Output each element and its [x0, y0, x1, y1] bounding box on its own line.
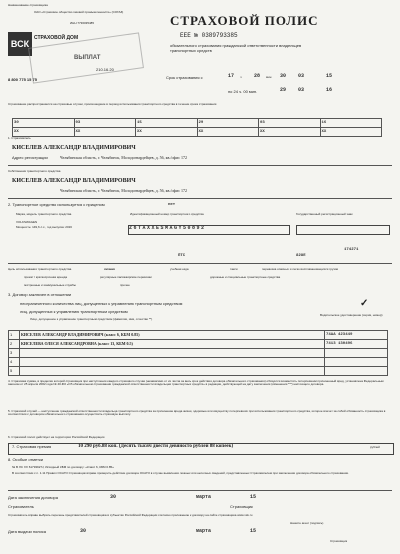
vehicle-vin-label: Идентификационный номер транспортного средства — [130, 212, 204, 216]
insurer-sign-label: Страховщик — [230, 504, 253, 509]
premium-value: 10 290 руб.88 коп. (Десять тысяч двести девяносто рублей 88 копеек) — [78, 444, 234, 449]
company-logo: ВСК — [8, 32, 32, 56]
insured-event-text: 5. Страховой случай — наступление гражданской ответственности владельца транспортного средства за причинение вреда жизни, здоровью или имуществу потерпевших при использовании транспортного средства, которое влечет за собой обязанность страховщика в соответствии с договором обязательного страхования осуществить страховую выплату. — [8, 409, 386, 417]
drivers-table — [8, 330, 388, 376]
drivers-checkmark: ✓ — [360, 298, 369, 309]
proprietor-label: Собственник транспортного средства — [8, 169, 61, 173]
owner-address-label: Адрес регистрации — [12, 155, 48, 160]
brand-name: СТРАХОВОЙ ДОМ — [34, 35, 79, 41]
vehicle-doc-type: ПТС — [178, 254, 186, 258]
issue-date-day: 30 — [80, 528, 87, 534]
table-row: 4 — [9, 358, 388, 367]
term-to-year: 16 — [326, 87, 333, 93]
special-line1: № В ЛС ХХ 61793927J, Исходный КБМ по договору: «Класс 6, КБМ 0.85» — [12, 465, 114, 469]
vehicle-trailer: нет — [168, 203, 176, 207]
drivers-limited: лиц, допущенных к управлению транспортным средством — [20, 309, 128, 314]
contract-date-year: 15 — [250, 494, 257, 500]
owner-label: 1. Страхователь — [8, 136, 31, 140]
table-row: 5 — [9, 367, 388, 376]
policy-series-number: ЕЕЕ № 0389793385 — [180, 32, 238, 39]
footer-label: Страховщик — [330, 539, 348, 543]
issue-date-month: марта — [196, 528, 212, 534]
special-line2: В соответствии с п. 1.11 Правил ОСАГО Страховщик вправе проверить действие договора ОСАГО в случае выявления ложных или неполных сведений, представленных Страхователем при заключении договора обязательного страхования. — [12, 471, 349, 475]
agent-label: Нашите агент (подпись) — [290, 521, 324, 525]
policyholder-sign-label: Страхователь — [8, 504, 34, 509]
stamp-date: 210.16.20 — [96, 67, 114, 72]
insurer-name: ОАО «Страховое общество газовой промышленности» (СОГАЗ) — [34, 10, 124, 14]
insurer-label: Наименование страховщика — [8, 3, 48, 7]
insurance-policy-document: Наименование страховщика ОАО «Страховое общество газовой промышленности» (СОГАЗ) ИНН 7736035485 ВСК СТРАХОВОЙ ДОМ ВЫПЛАТ 210.16.20 8 800 775 15 75 СТРАХОВОЙ ПОЛИС ЕЕЕ № 0389793385 обязательного страхования гражданской ответственности владельцев транспортных средств Срок страхования с 17 ч 28 мин 30 03 15 по 24 ч. 00 мин. 29 03 16 Страхование распространяется на страховые случаи, произошедшие в период использования транспортного средства в течение срока страхования 30 03 15 29 03 16 XX XX XX XX XX XX 1. Страхователь КИСЕЛЕВ АЛЕКСАНДР ВЛАДИМИРОВИЧ Адрес регистрации Челябинская область, г. Челябинск, Молодогвардейцев, д. 56, кв./офис 172 Собственник транспортного средства КИСЕЛЕВ АЛЕКСАНДР ВЛАДИМИРОВИЧ Челябинская область, г. Челябинск, Молодогвардейцев, д. 56, кв./офис 172 2. Транспортное средство используется с прицепом нет Марка, модель транспортного средства Идентификационный номер транспортного средства Государственный регистрационный знак VOLKSWAGEN Мощность: 149,6 л.с., год выпуска: 2016 Z6TAXXESMAGY50892 ПТС 82ОЕ 174271 Цель использования транспортного средства личная учебная езда такси перевозка опасных и легко воспламеняющихся грузов прокат / краткосрочная аренда регулярные пассажирские перевозки дорожные и специальные транспортные средства экстренные и коммунальные службы прочее 3. Договор заключен в отношении неограниченного количества лиц, допущенных к управлению транспортным средством лиц, допущенных к управлению транспортным средством ✓ Лицо, допущенное к управлению транспортным средством (фамилия, имя, отчество **) Водительское удостоверение (серия, номер) 1 КИСЕЛЕВ АЛЕКСАНДР ВЛАДИМИРОВИЧ (класс 6, КБМ 0.85) 74АА 423449 2 КИСЕЛЕВА ОЛЕСЯ АЛЕКСАНДРОВНА (класс 13, КБМ 0.5) 7413 130496 3 4 5 4. Страховая сумма, в пределах которой страховщик при наступлении каждого страхового случая (независимо от их числа за весь срок действия договора обязательного страхования) обязуется возместить потерпевшим причиненный вред, установлена Федеральным законом от 25 апреля 2002 года № 40-ФЗ «Об обязательном страховании гражданской ответственности владельцев транспортных средств» в редакции, действующей на дату заключения (изменения ***) настоящего договора. 5. Страховой случай — наступление гражданской ответственности владельца транспортного средства за причинение вреда жизни, здоровью или имуществу потерпевших при использовании транспортного средства, которое влечет за собой обязанность страховщика в соответствии с договором обязательного страхования осуществить страховую выплату. 6. Страховой полис действует на территории Российской Федерации 7. Страховая премия 10 290 руб.88 коп. (Десять тысяч двести девяносто рублей 88 копеек) рублей 8. Особые отметки № В ЛС ХХ 61793927J, Исходный КБМ по договору: «Класс 6, КБМ 0.85» В соответствии с п. 1.11 Правил ОСАГО Страховщик вправе проверить действие договора ОСАГО в случае выявления ложных или неполных сведений, представленных Страхователем при заключении договора обязательного страхования. Дата заключения договора 30 марта 15 Страхователь Страховщик Страхователь вправе выбрать перечень представителей страховщика в субъектах Российской Федерации согласно приложению к договору на сайте страховщика www.vsk.ru Дата выдачи полиса 30 марта 15 Нашите агент (подпись) Страховщик — [0, 0, 400, 554]
policy-subtitle: обязательного страхования гражданской ответственности владельцев транспортных средств — [170, 43, 302, 53]
premium-label: 7. Страховая премия — [12, 444, 52, 449]
sum-text: 4. Страховая сумма, в пределах которой страховщик при наступлении каждого страхового случая (независимо от их числа за весь срок действия договора обязательного страхования) обязуется возместить потерпевшим причиненный вред, установлена Федеральным законом от 25 апреля 2002 года № 40-ФЗ «Об обязательном страховании гражданской ответственности владельцев транспортных средств» в редакции, действующей на дату заключения (изменения ***) настоящего договора. — [8, 379, 384, 387]
term-label: Срок страхования с — [166, 75, 203, 80]
periods-table: 30 03 15 29 03 16 XX XX XX XX XX XX — [12, 118, 382, 137]
issue-date-year: 15 — [250, 528, 257, 534]
issue-date-label: Дата выдачи полиса — [8, 529, 46, 534]
periods-label: Страхование распространяется на страховые случаи, произошедшие в период использования транспортного средства в течение срока страхования — [8, 102, 217, 106]
contract-date-label: Дата заключения договора — [8, 495, 59, 500]
term-from-min: 28 — [254, 73, 261, 79]
policy-title: СТРАХОВОЙ ПОЛИС — [170, 13, 319, 28]
vehicle-plate-label: Государственный регистрационный знак — [296, 212, 353, 216]
purpose-training: учебная езда — [170, 267, 189, 271]
special-label: 8. Особые отметки — [8, 457, 43, 462]
term-from-year: 15 — [326, 73, 333, 79]
phone-number: 8 800 775 15 75 — [8, 77, 37, 82]
vehicle-doc-series: 82ОЕ — [296, 254, 306, 258]
owner-address: Челябинская область, г. Челябинск, Молодогвардейцев, д. 56, кв./офис 172 — [60, 155, 188, 160]
term-to-label: по 24 ч. 00 мин. — [228, 89, 258, 94]
term-from-month: 03 — [298, 73, 305, 79]
insurer-inn: ИНН 7736035485 — [70, 21, 95, 25]
proprietor-address: Челябинская область, г. Челябинск, Молодогвардейцев, д. 56, кв./офис 172 — [60, 188, 188, 193]
notice-text: Страхователь вправе выбрать перечень представителей страховщика в субъектах Российской Федерации согласно приложению к договору на сайте страховщика www.vsk.ru — [8, 513, 253, 517]
term-to-day: 29 — [280, 87, 287, 93]
drivers-unlimited: неограниченного количества лиц, допущенных к управлению транспортным средством — [20, 301, 183, 306]
vehicle-label: 2. Транспортное средство используется с прицепом — [8, 202, 105, 207]
stamp-text: ВЫПЛАТ — [74, 55, 101, 61]
drivers-label: 3. Договор заключен в отношении — [8, 292, 72, 297]
drivers-col-license: Водительское удостоверение (серия, номер) — [320, 313, 383, 317]
owner-name: КИСЕЛЕВ АЛЕКСАНДР ВЛАДИМИРОВИЧ — [12, 145, 136, 151]
purpose-label: Цель использования транспортного средства — [8, 267, 72, 271]
vehicle-model: VOLKSWAGEN — [16, 220, 38, 224]
contract-date-day: 30 — [110, 494, 117, 500]
premium-currency: рублей — [370, 445, 380, 449]
vehicle-doc-number: 174271 — [344, 248, 359, 252]
vehicle-vin: Z6TAXXESMAGY50892 — [128, 225, 290, 235]
table-row: 1 КИСЕЛЕВ АЛЕКСАНДР ВЛАДИМИРОВИЧ (класс 6, КБМ 0.85) 74АА 423449 — [9, 331, 388, 340]
drivers-col-name: Лицо, допущенное к управлению транспортным средством (фамилия, имя, отчество **) — [30, 317, 153, 321]
table-row: 3 — [9, 349, 388, 358]
term-to-month: 03 — [298, 87, 305, 93]
proprietor-name: КИСЕЛЕВ АЛЕКСАНДР ВЛАДИМИРОВИЧ — [12, 178, 136, 184]
term-from-day: 30 — [280, 73, 287, 79]
purpose-personal: личная — [104, 267, 115, 271]
vehicle-model2: Мощность: 149,6 л.с., год выпуска: 2016 — [16, 225, 72, 229]
vehicle-model-label: Марка, модель транспортного средства — [16, 212, 72, 216]
contract-date-month: марта — [196, 494, 212, 500]
territory-text: 6. Страховой полис действует на территории Российской Федерации — [8, 435, 105, 439]
vehicle-plate-box — [296, 225, 390, 235]
table-row: 2 КИСЕЛЕВА ОЛЕСЯ АЛЕКСАНДРОВНА (класс 13, КБМ 0.5) 7413 130496 — [9, 340, 388, 349]
term-from-hour: 17 — [228, 73, 235, 79]
